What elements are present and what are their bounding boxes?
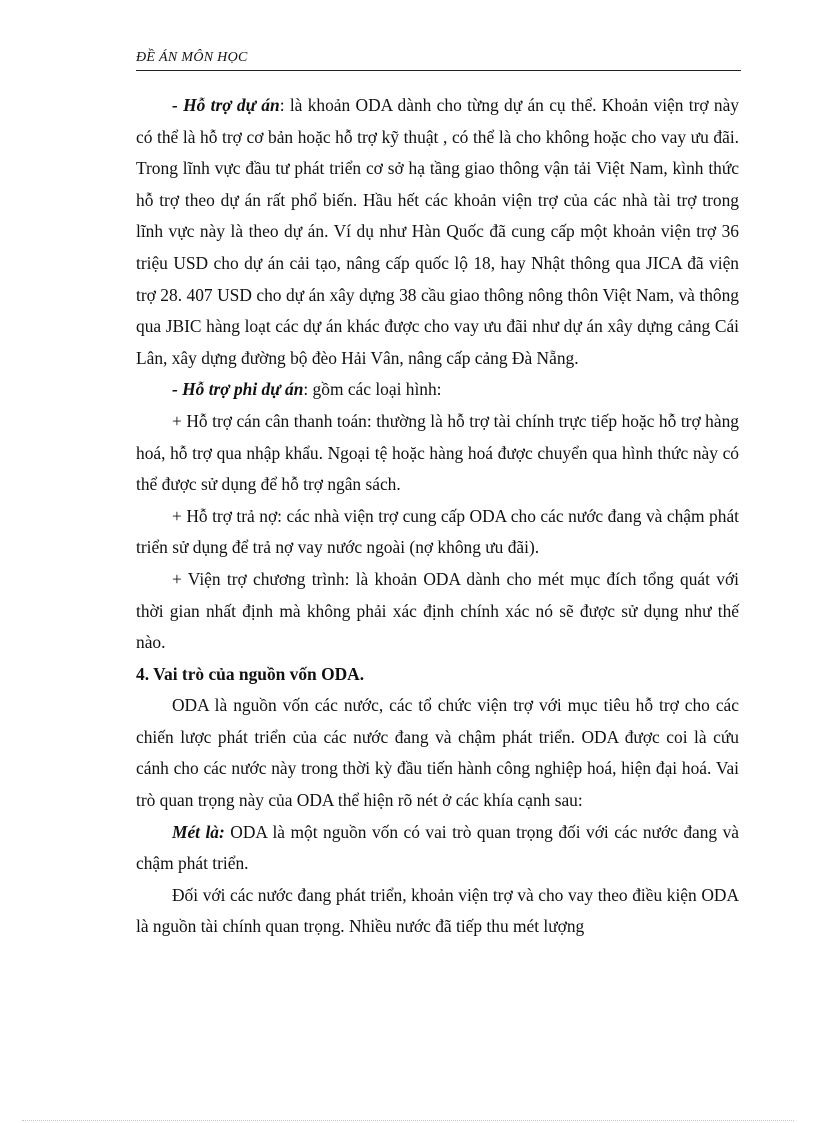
paragraph-debt-relief [136,501,739,564]
page-header [136,50,741,71]
paragraph-text: ODA là nguồn vốn các nước, các tổ chức viện trợ với mục tiêu hỗ trợ cho các chiến lược phát triển của các nước đang và chậm phát triển. ODA được coi là cứu cánh cho các nước này trong thời kỳ đầu tiến hành công nghiệp hoá, hiện đại hoá. Vai trò quan trọng này của ODA thể hiện rõ nét ở các khía cạnh sau: [136,695,739,811]
paragraph-first-point [136,817,739,880]
paragraph-program-aid [136,564,739,659]
paragraph-text: : gồm các loại hình: [303,379,442,400]
paragraph-developing-countries [136,880,739,943]
term-label: - Hỗ trợ dự án [172,95,280,115]
paragraph-text: Đối với các nước đang phát triển, khoản viện trợ và cho vay theo điều kiện ODA là nguồn tài chính quan trọng. Nhiều nước đã tiếp thu mét lượng [136,884,739,937]
paragraph-balance-of-payments [136,406,739,501]
page-footer-divider [22,1120,794,1121]
paragraph-non-project-aid [136,374,739,406]
paragraph-text: + Hỗ trợ cán cân thanh toán: thường là hỗ trợ tài chính trực tiếp hoặc hỗ trợ hàng hoá, hỗ trợ qua nhập khẩu. Ngoại tệ hoặc hàng hoá được chuyển qua hình thức này có thể được sử dụng để hỗ trợ ngân sách. [136,410,739,495]
section-heading: 4. Vai trò của nguồn vốn ODA. [136,663,365,684]
paragraph-text: ODA là một nguồn vốn có vai trò quan trọng đối với các nước đang và chậm phát triển. [136,821,740,874]
paragraph-text: + Hỗ trợ trả nợ: các nhà viện trợ cung cấp ODA cho các nước đang và chậm phát triển sử dụng để trả nợ vay nước ngoài (nợ không ưu đãi). [136,505,739,558]
paragraph-text: + Viện trợ chương trình: là khoản ODA dành cho mét mục đích tổng quát với thời gian nhất định mà không phải xác định chính xác nó sẽ được sử dụng như thế nào. [136,568,739,653]
paragraph-oda-role [136,690,739,816]
paragraph-text: : là khoản ODA dành cho từng dự án cụ thể. Khoản viện trợ này có thể là hỗ trợ cơ bản hoặc hỗ trợ kỹ thuật , có thể là cho không hoặc cho vay ưu đãi. Trong lĩnh vực đầu tư phát triển cơ sở hạ tầng giao thông vận tải Việt Nam, kình thức hỗ trợ theo dự án rất phổ biến. Hầu hết các khoản viện trợ của các nhà tài trợ trong lĩnh vực này là theo dự án. Ví dụ như Hàn Quốc đã cung cấp một khoản viện trợ 36 triệu USD cho dự án cải tạo, nâng cấp quốc lộ 18, hay Nhật thông qua JICA đã viện trợ 28. 407 USD cho dự án xây dựng 38 cầu giao thông nông thôn Việt Nam, và thông qua JBIC hàng loạt các dự án khác được cho vay ưu đãi như dự án xây dựng cảng Cái Lân, xây dựng đường bộ đèo Hải Vân, nâng cấp cảng Đà Nẵng. [136,95,739,368]
header-title: ĐỀ ÁN MÔN HỌC [136,50,248,65]
term-label: - Hỗ trợ phi dự án [172,379,304,400]
term-label: Mét là: [172,821,225,842]
document-body [136,90,739,943]
paragraph-project-aid [136,90,739,374]
